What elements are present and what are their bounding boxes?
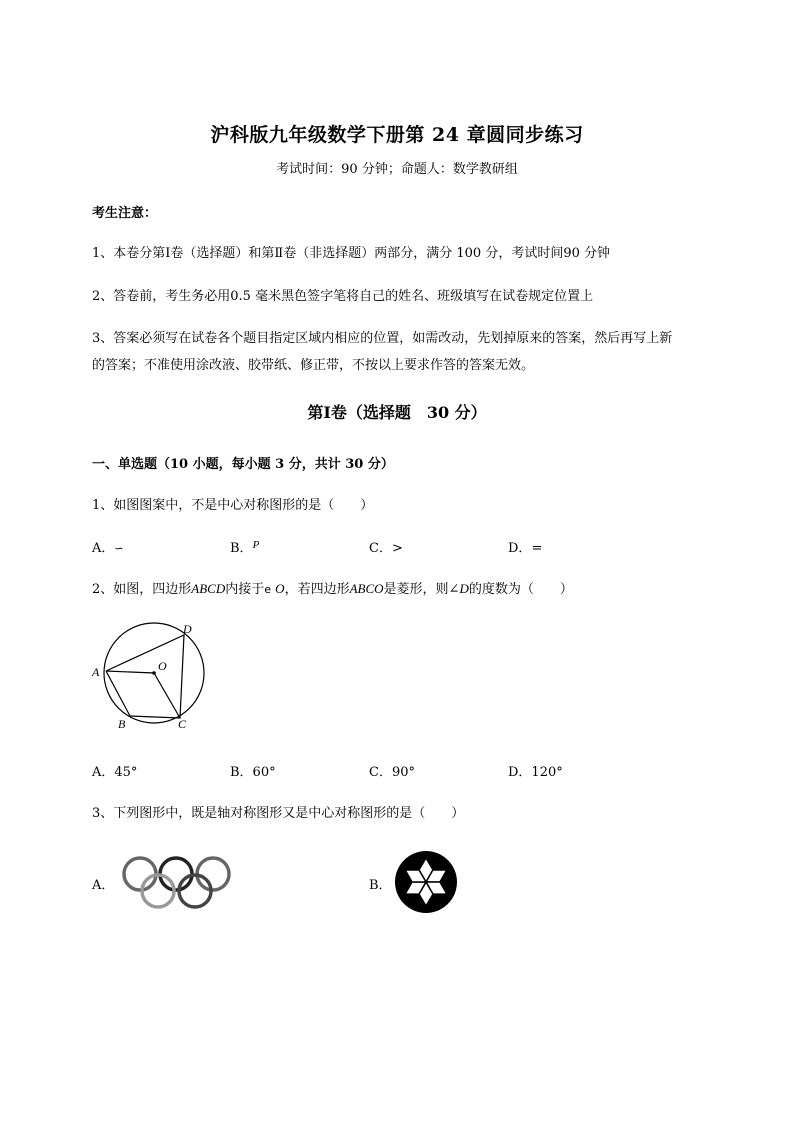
label-b: B bbox=[118, 717, 126, 731]
center-point bbox=[152, 671, 156, 675]
label-d: D bbox=[183, 622, 192, 636]
label-c: C bbox=[178, 717, 187, 731]
q1-option-b[interactable] bbox=[230, 537, 259, 556]
segments-ao-oc bbox=[106, 671, 180, 718]
q2-option-a[interactable]: A．45° bbox=[92, 765, 138, 780]
section-title: 第Ⅰ卷（选择题 30 分） bbox=[307, 403, 487, 422]
question-2-stem bbox=[92, 578, 573, 597]
q1-option-c-label: C． bbox=[369, 541, 392, 556]
notice-item-2: 2、答卷前，考生务必用0.5 毫米黑色签字笔将自己的姓名、班级填写在试卷规定位置上 bbox=[92, 289, 594, 304]
q2-stem-part-3: ，若四边形 bbox=[284, 582, 350, 597]
q1-option-a[interactable] bbox=[92, 537, 124, 556]
q2-quad-abcd: ABCD bbox=[191, 581, 226, 596]
part-heading: 一、单选题（10 小题，每小题 3 分，共计 30 分） bbox=[92, 457, 394, 472]
q2-stem-part-5: 的度数为（ ） bbox=[468, 582, 573, 597]
ring-1 bbox=[124, 858, 156, 890]
page-title: 沪科版九年级数学下册第 24 章圆同步练习 bbox=[210, 124, 584, 146]
q2-stem-part-2: 内接于 bbox=[225, 582, 265, 597]
ring-5 bbox=[179, 875, 211, 907]
notice-item-3-line-2: 的答案；不准使用涂改液、胶带纸、修正带，不按以上要求作答的答案无效。 bbox=[92, 358, 535, 373]
ring-3 bbox=[197, 858, 229, 890]
q1-option-b-symbol: P bbox=[252, 539, 260, 551]
q1-option-c-symbol: > bbox=[391, 541, 403, 556]
question-1-stem: 1、如图图案中，不是中心对称图形的是（ ） bbox=[92, 498, 374, 513]
q2-angle-d: D bbox=[459, 581, 469, 596]
olympic-rings-figure bbox=[120, 855, 236, 911]
snowflake-star-figure bbox=[394, 850, 458, 914]
q2-option-d[interactable]: D．120° bbox=[508, 765, 563, 780]
q1-option-d[interactable] bbox=[508, 537, 542, 556]
exam-info: 考试时间：90 分钟；命题人：数学教研组 bbox=[276, 162, 518, 177]
q1-option-d-symbol: = bbox=[531, 541, 543, 556]
q2-option-b[interactable]: B．60° bbox=[230, 765, 276, 780]
angle-symbol: ∠ bbox=[448, 582, 460, 597]
q1-option-b-label: B． bbox=[230, 541, 253, 556]
q3-option-b-label[interactable]: B． bbox=[369, 878, 392, 893]
notice-item-1: 1、本卷分第Ⅰ卷（选择题）和第Ⅱ卷（非选择题）两部分，满分 100 分，考试时间90 分钟 bbox=[92, 246, 610, 261]
notice-heading: 考生注意： bbox=[92, 206, 158, 221]
q2-stem-part-1: 2、如图，四边形 bbox=[92, 582, 192, 597]
circle-symbol: e bbox=[264, 583, 272, 596]
q2-option-c[interactable]: C．90° bbox=[369, 765, 415, 780]
q2-circle-diagram bbox=[88, 618, 218, 736]
question-3-stem: 3、下列图形中，既是轴对称图形又是中心对称图形的是（ ） bbox=[92, 806, 465, 821]
q3-option-a-label[interactable]: A． bbox=[92, 878, 115, 893]
ring-4 bbox=[142, 875, 174, 907]
q1-option-c[interactable] bbox=[369, 537, 403, 556]
q1-option-a-symbol: ∽ bbox=[114, 542, 124, 555]
notice-item-3-line-1: 3、答案必须写在试卷各个题目指定区域内相应的位置，如需改动，先划掉原来的答案，然后再写上新 bbox=[92, 331, 673, 346]
q1-option-d-label: D． bbox=[508, 541, 532, 556]
ring-2 bbox=[160, 858, 192, 890]
label-o: O bbox=[158, 659, 167, 673]
q2-quad-abco: ABCO bbox=[349, 581, 384, 596]
q1-option-a-label: A． bbox=[92, 541, 115, 556]
q2-center-o: O bbox=[275, 581, 285, 596]
q2-stem-part-4: 是菱形，则 bbox=[383, 582, 449, 597]
label-a: A bbox=[92, 665, 100, 679]
